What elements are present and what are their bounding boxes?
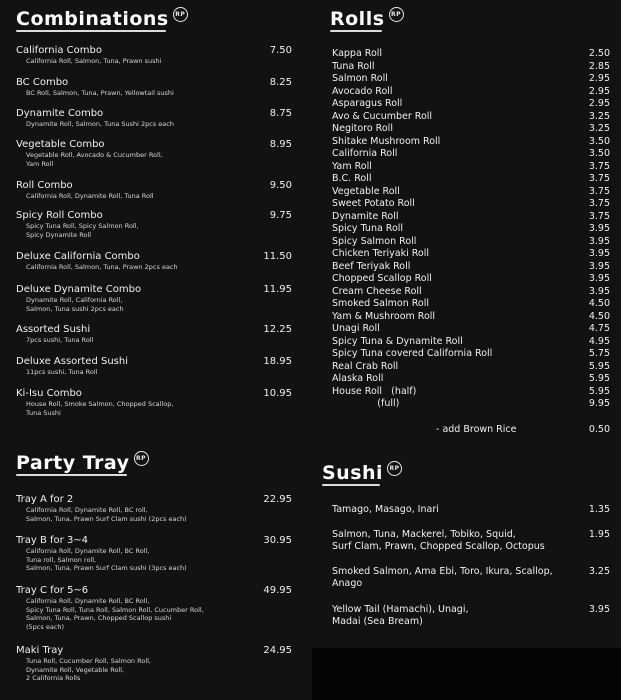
item-name: Spicy Tuna Roll [332,223,404,234]
item-name: Kappa Roll [332,48,383,59]
item-price: 3.25 [588,123,610,134]
item-name: Salmon Roll [332,73,388,84]
brown-rice-addon [436,424,610,435]
item-description: California Roll, Dynamite Roll, BC Roll, Spicy Tuna Roll, Tuna Roll, Salmon Roll, Cucumber Roll, Salmon, Tuna, Prawn, Chopped Scallop sushi (5pcs each) [26,597,204,631]
rolls-item [332,148,610,160]
item-description: Dynamite Roll, Salmon, Tuna Sushi 2pcs each [26,120,174,128]
item-price: 9.75 [269,210,292,221]
item-description: BC Roll, Salmon, Tuna, Prawn, Yellowtail sushi [26,89,174,97]
item-description: Spicy Tuna Roll, Spicy Salmon Roll, Spicy Dynamite Roll [26,222,139,239]
item-price: 9.95 [588,398,610,409]
item-name: Real Crab Roll [332,360,399,372]
brown-rice-label: - add Brown Rice [436,424,517,435]
item-price: 12.25 [263,324,292,335]
rolls-item [332,98,610,110]
rolls-item [332,261,610,273]
item-description: Vegetable Roll, Avocado & Cucumber Roll, Yam Roll [26,151,163,168]
item-name: Spicy Roll Combo [16,210,103,221]
item-price: 2.95 [588,85,610,97]
item-price: 3.75 [588,198,610,209]
rolls-item [332,111,610,123]
rolls-item [332,311,610,323]
item-name: Yam & Mushroom Roll [332,310,436,322]
rolls-item [332,186,610,198]
item-description: Tuna Roll, Cucumber Roll, Salmon Roll, Dynamite Roll, Vegetable Roll, 2 California Rolls [26,657,151,682]
brown-rice-price: 0.50 [588,424,610,435]
item-description: California Roll, Salmon, Tuna, Prawn 2pcs each [26,263,178,271]
item-price: 5.75 [588,348,610,359]
sushi-item [332,604,610,628]
item-price: 3.95 [588,273,610,284]
item-price: 2.50 [588,48,610,59]
item-name: Vegetable Combo [16,139,105,150]
heading-underline [16,474,127,476]
item-name: Vegetable Roll [332,185,400,197]
item-name: Unagi Roll [332,323,380,334]
item-description: 11pcs sushi, Tuna Roll [26,368,98,376]
item-name: Cream Cheese Roll [332,285,422,297]
rolls-item [332,398,610,410]
item-name: Chopped Scallop Roll [332,273,432,284]
party-tray-item [16,585,292,631]
rolls-item [332,173,610,185]
rolls-item [332,48,610,60]
item-name: Deluxe Dynamite Combo [16,284,142,295]
sushi-item [332,566,610,590]
item-name: (full) [332,398,400,409]
item-description: 7pcs sushi, Tuna Roll [26,336,94,344]
item-price: 30.95 [263,535,292,546]
item-price: 8.95 [269,139,292,150]
party-tray-title: Party Tray [16,452,130,474]
item-price: 8.25 [269,77,292,88]
item-price: 7.50 [269,45,292,56]
combinations-heading [16,8,188,30]
item-price: 3.95 [588,235,610,247]
combinations-item [16,324,292,345]
item-price: 3.25 [588,110,610,122]
rolls-item [332,86,610,98]
combinations-item [16,210,292,239]
item-name: BC Combo [16,77,69,88]
item-price: 3.95 [588,604,610,615]
item-price: 4.50 [588,310,610,322]
rolls-item [332,198,610,210]
item-description: House Roll, Smoke Salmon, Chopped Scallop, Tuna Sushi [26,400,174,417]
left-column [8,0,298,700]
rolls-item [332,161,610,173]
rolls-item [332,286,610,298]
item-price: 2.85 [588,60,610,72]
item-name: B.C. Roll [332,173,372,184]
sushi-item [332,504,610,516]
restaurant-logo-icon: RP [173,7,188,22]
rolls-item [332,373,610,385]
item-name: Salmon, Tuna, Mackerel, Tobiko, Squid, Surf Clam, Prawn, Chopped Scallop, Octopus [332,529,545,552]
item-price: 2.95 [588,73,610,84]
item-name: Avocado Roll [332,85,393,97]
rolls-item [332,273,610,285]
item-name: Deluxe California Combo [16,251,140,262]
rolls-item [332,223,610,235]
item-price: 11.50 [263,251,292,262]
heading-underline [322,484,380,486]
item-name: Maki Tray [16,645,64,656]
item-name: Beef Teriyak Roll [332,260,411,272]
item-name: Tray C for 5~6 [16,585,89,596]
item-price: 3.50 [588,148,610,159]
item-price: 18.95 [263,356,292,367]
item-name: Smoked Salmon Roll [332,298,430,309]
item-description: California Roll, Dynamite Roll, BC Roll, Tuna roll, Salmon roll, Salmon, Tuna, Prawn Surf Clam sushi (3pcs each) [26,547,187,572]
combinations-item [16,108,292,129]
item-price: 5.95 [588,385,610,397]
item-name: Chicken Teriyaki Roll [332,248,430,259]
item-price: 4.50 [588,298,610,309]
combinations-item [16,356,292,377]
rolls-item [332,236,610,248]
item-name: Yellow Tail (Hamachi), Unagi, Madai (Sea Bream) [332,604,469,627]
rolls-item [332,298,610,310]
rolls-heading [330,8,404,30]
item-description: California Roll, Dynamite Roll, BC roll, Salmon, Tuna, Prawn Surf Clam sushi (2pcs each) [26,506,187,523]
item-price: 3.75 [588,185,610,197]
item-price: 10.95 [263,388,292,399]
combinations-item [16,45,292,66]
combinations-title: Combinations [16,8,169,30]
item-price: 3.75 [588,160,610,172]
item-name: House Roll (half) [332,385,417,397]
item-name: Avo & Cucumber Roll [332,110,433,122]
rolls-item [332,123,610,135]
rolls-item [332,248,610,260]
item-name: Spicy Salmon Roll [332,235,417,247]
item-description: California Roll, Dynamite Roll, Tuna Roll [26,192,154,200]
rolls-item [332,61,610,73]
item-description: California Roll, Salmon, Tuna, Prawn sushi [26,57,162,65]
item-price: 3.95 [588,248,610,259]
rolls-item [332,73,610,85]
item-name: Sweet Potato Roll [332,198,415,209]
restaurant-logo-icon: RP [134,451,149,466]
item-name: Asparagus Roll [332,98,403,109]
item-name: Tray A for 2 [16,494,74,505]
item-price: 5.95 [588,373,610,384]
restaurant-logo-icon: RP [389,7,404,22]
rolls-item [332,386,610,398]
item-price: 1.35 [588,504,610,515]
item-price: 3.95 [588,285,610,297]
item-description: Dynamite Roll, California Roll, Salmon, Tuna sushi 2pcs each [26,296,124,313]
item-name: Negitoro Roll [332,123,393,134]
rolls-item [332,336,610,348]
item-price: 22.95 [263,494,292,505]
combinations-item [16,180,292,201]
dark-corner [312,648,621,700]
item-price: 3.95 [588,260,610,272]
item-price: 3.75 [588,210,610,222]
combinations-item [16,139,292,168]
combinations-item [16,251,292,272]
item-name: Ki-Isu Combo [16,388,82,399]
item-name: Dynamite Combo [16,108,104,119]
item-price: 3.25 [588,566,610,577]
rolls-item [332,136,610,148]
rolls-item [332,211,610,223]
item-name: Assorted Sushi [16,324,91,335]
item-name: Roll Combo [16,180,73,191]
rolls-title: Rolls [330,8,385,30]
item-name: Tray B for 3~4 [16,535,89,546]
item-price: 3.95 [588,223,610,234]
item-price: 4.95 [588,335,610,347]
combinations-item [16,284,292,313]
item-price: 3.50 [588,135,610,147]
item-price: 24.95 [263,645,292,656]
rolls-item [332,348,610,360]
item-name: Tamago, Masago, Inari [332,504,439,515]
item-price: 5.95 [588,360,610,372]
item-price: 49.95 [263,585,292,596]
item-name: California Roll [332,148,398,159]
item-name: Spicy Tuna covered California Roll [332,348,493,359]
sushi-item [332,529,610,553]
item-price: 4.75 [588,323,610,334]
heading-underline [330,30,382,32]
item-name: Spicy Tuna & Dynamite Roll [332,335,463,347]
item-name: Shitake Mushroom Roll [332,135,441,147]
item-name: Deluxe Assorted Sushi [16,356,129,367]
item-price: 8.75 [269,108,292,119]
party-tray-item [16,494,292,523]
item-name: Tuna Roll [332,60,375,72]
combinations-item [16,77,292,98]
sushi-title: Sushi [322,462,384,484]
rolls-item [332,361,610,373]
item-price: 1.95 [588,529,610,540]
item-name: California Combo [16,45,102,56]
item-name: Smoked Salmon, Ama Ebi, Toro, Ikura, Scallop, Anago [332,566,553,589]
rolls-item [332,323,610,335]
party-tray-item [16,645,292,683]
combinations-item [16,388,292,417]
item-price: 2.95 [588,98,610,109]
right-column [318,0,615,700]
item-name: Dynamite Roll [332,210,399,222]
heading-underline [16,30,166,32]
item-price: 11.95 [263,284,292,295]
restaurant-logo-icon: RP [387,461,402,476]
item-price: 3.75 [588,173,610,184]
sushi-heading [322,462,402,484]
party-tray-heading [16,452,149,474]
party-tray-item [16,535,292,573]
item-name: Alaska Roll [332,373,384,384]
item-price: 9.50 [269,180,292,191]
item-name: Yam Roll [332,160,372,172]
